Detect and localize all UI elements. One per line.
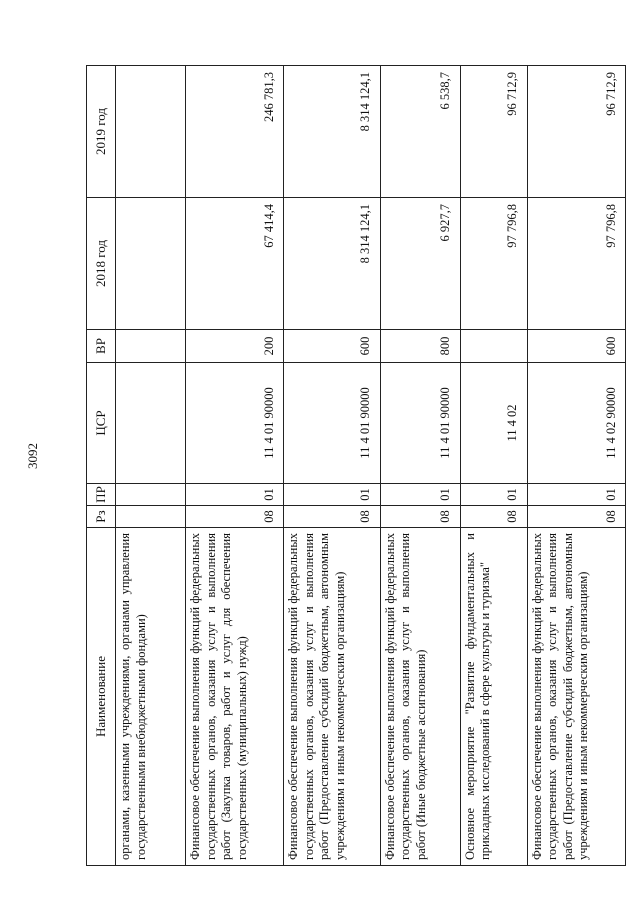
- row-rz: 08: [460, 506, 527, 528]
- table-row: [527, 66, 625, 866]
- row-name: Финансовое обеспечение выполнения функций федеральных государственных органов, оказания услуг и выполнения работ (Предоставление субсидий бюджетным, автономным учреждениям и иным некоммерческим организациям): [527, 528, 625, 866]
- row-2018: 97 796,8: [527, 198, 625, 330]
- row-pr: 01: [284, 484, 380, 506]
- row-vr: 600: [527, 330, 625, 363]
- row-rz: 08: [284, 506, 380, 528]
- row-csr: [116, 363, 186, 484]
- header-rz: Рз: [87, 506, 116, 528]
- row-rz: 08: [186, 506, 284, 528]
- row-vr: 200: [186, 330, 284, 363]
- row-2018: [116, 198, 186, 330]
- row-2019: [116, 66, 186, 198]
- row-pr: 01: [460, 484, 527, 506]
- row-2018: 67 414,4: [186, 198, 284, 330]
- row-csr: 11 4 01 90000: [284, 363, 380, 484]
- row-csr: 11 4 01 90000: [186, 363, 284, 484]
- row-vr: 800: [380, 330, 460, 363]
- row-name: Основное мероприятие "Развитие фундаментальных и прикладных исследований в сфере культуры и туризма": [460, 528, 527, 866]
- header-2018: 2018 год: [87, 198, 116, 330]
- row-2019: 96 712,9: [460, 66, 527, 198]
- row-csr: 11 4 01 90000: [380, 363, 460, 484]
- row-rz: [116, 506, 186, 528]
- row-name: органами, казенными учреждениями, органами управления государственными внебюджетными фондами): [116, 528, 186, 866]
- row-pr: 01: [527, 484, 625, 506]
- header-pr: ПР: [87, 484, 116, 506]
- row-vr: [460, 330, 527, 363]
- table-row: [380, 66, 460, 866]
- table-header-row: [87, 66, 116, 866]
- row-vr: [116, 330, 186, 363]
- row-vr: 600: [284, 330, 380, 363]
- row-2019: 96 712,9: [527, 66, 625, 198]
- row-csr: 11 4 02 90000: [527, 363, 625, 484]
- budget-table-container: [86, 66, 626, 866]
- row-2019: 6 538,7: [380, 66, 460, 198]
- page-number: 3092: [25, 443, 40, 469]
- row-2018: 8 314 124,1: [284, 198, 380, 330]
- row-rz: 08: [527, 506, 625, 528]
- row-2019: 246 781,3: [186, 66, 284, 198]
- row-rz: 08: [380, 506, 460, 528]
- row-2018: 97 796,8: [460, 198, 527, 330]
- row-pr: 01: [380, 484, 460, 506]
- budget-table: [86, 65, 626, 866]
- row-pr: [116, 484, 186, 506]
- row-name: Финансовое обеспечение выполнения функций федеральных государственных органов, оказания услуг и выполнения работ (Закупка товаров, работ и услуг для обеспечения государственных (муниципальных) нужд): [186, 528, 284, 866]
- table-row: [116, 66, 186, 866]
- row-name: Финансовое обеспечение выполнения функций федеральных государственных органов, оказания услуг и выполнения работ (Предоставление субсидий бюджетным, автономным учреждениям и иным некоммерческим организациям): [284, 528, 380, 866]
- header-vr: ВР: [87, 330, 116, 363]
- table-row: [186, 66, 284, 866]
- row-pr: 01: [186, 484, 284, 506]
- row-name: Финансовое обеспечение выполнения функций федеральных государственных органов, оказания услуг и выполнения работ (Иные бюджетные ассигнования): [380, 528, 460, 866]
- row-2018: 6 927,7: [380, 198, 460, 330]
- header-2019: 2019 год: [87, 66, 116, 198]
- table-row: [460, 66, 527, 866]
- header-name: Наименование: [87, 528, 116, 866]
- row-csr: 11 4 02: [460, 363, 527, 484]
- header-csr: ЦСР: [87, 363, 116, 484]
- table-row: [284, 66, 380, 866]
- row-2019: 8 314 124,1: [284, 66, 380, 198]
